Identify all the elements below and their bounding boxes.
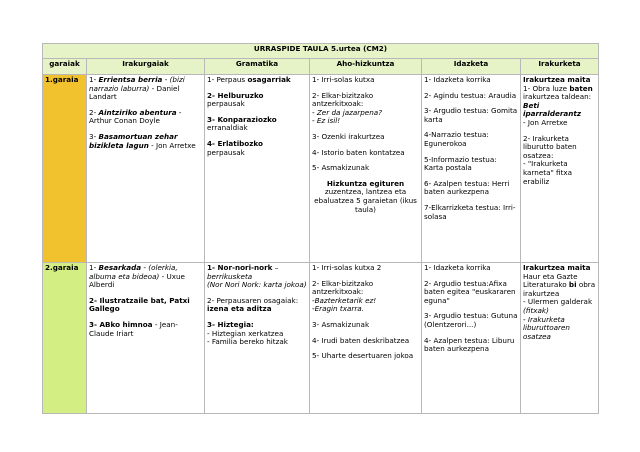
- header-irakurgaiak: Irakurgaiak: [87, 59, 205, 75]
- list-item: 2- Elkar-bizitzako antzerkitxoak: -Bazterketarik ez! -Eragin txarra.: [312, 278, 377, 314]
- list-item: 4- Irudi baten deskribatzea: [312, 335, 410, 345]
- list-item: 1- Idazketa korrika: [424, 263, 491, 272]
- list-item: 4- Azalpen testua: Liburu baten aurkezpena: [424, 335, 515, 354]
- list-item: 4- Istorio baten kontatzea: [312, 147, 405, 157]
- list-item: 1- Perpaus osagarriak: [207, 75, 291, 84]
- header-aho-hizkuntza: Aho-hizkuntza: [310, 59, 422, 75]
- period-cell: 2.garaia: [43, 263, 87, 414]
- list-item: 3- Hiztegia: - Hiztegian xerkatzea - Familia bereko hitzak: [207, 319, 288, 347]
- list-item: Haur eta Gazte Literaturako bi obra irakurtzea - Ulermen galderak (fitxak) - Irakurketa liburuttoaren osatzea: [523, 271, 596, 341]
- list-item: 3- Ozenki irakurtzea: [312, 131, 385, 141]
- list-item: 2- Aintziriko abentura - Arthur Conan Doyle: [89, 107, 182, 126]
- list-item: 3- Basamortuan zehar bizikleta lagun - Jon Arretxe: [89, 131, 196, 150]
- aho-hizkuntza-cell: [310, 263, 422, 414]
- list-item: 3- Konparaziozko erranaldiak: [207, 114, 277, 133]
- progression-table: [42, 43, 599, 414]
- header-irakurketa: Irakurketa: [521, 59, 599, 75]
- irakurgaiak-cell: [87, 263, 205, 414]
- list-item: 1- Errientsa berria - (bizi narrazio laburra) - Daniel Landart: [89, 75, 185, 102]
- list-item: 1- Irri-solas kutxa: [312, 75, 375, 84]
- idazketa-cell: [422, 75, 521, 263]
- table-title: URRASPIDE TAULA 5.urtea (CM2): [43, 44, 599, 59]
- list-item: 2- Helburuzko perpausak: [207, 90, 264, 109]
- list-item: 7-Elkarrizketa testua: Irri-solasa: [424, 202, 516, 221]
- table-row: [43, 75, 599, 263]
- list-item: 6- Azalpen testua: Herri baten aurkezpena: [424, 178, 510, 197]
- section-heading: Irakurtzea maita: [523, 75, 591, 84]
- irakurketa-cell: [521, 263, 599, 414]
- list-item: 2- Ilustratzaile bat, Patxi Gallego: [89, 295, 190, 314]
- idazketa-cell: [422, 263, 521, 414]
- irakurgaiak-cell: [87, 75, 205, 263]
- gramatika-cell: [205, 75, 310, 263]
- list-item: 1- Idazketa korrika: [424, 75, 491, 84]
- list-item: 3- Asmakizunak: [312, 319, 370, 329]
- list-item: 4-Narrazio testua: Egunerokoa: [424, 130, 489, 148]
- list-item: 5-Informazio testua: Karta postala: [424, 154, 497, 173]
- period-cell: 1.garaia: [43, 75, 87, 263]
- list-item: 2- Perpausaren osagaiak: izena eta aditza: [207, 295, 299, 314]
- aho-hizkuntza-cell: [310, 75, 422, 263]
- list-item: 4- Erlatibozko perpausak: [207, 138, 263, 157]
- gramatika-cell: [205, 263, 310, 414]
- header-garaiak: garaiak: [43, 59, 87, 75]
- irakurketa-cell: [521, 75, 599, 263]
- list-item: 3- ABko himnoa - Jean-Claude Iriart: [89, 319, 178, 338]
- list-item: 1- Obra luze baten irakurtzea taldean: Beti iparralderantz - Jon Arretxe: [523, 83, 593, 127]
- table-row: [43, 263, 599, 414]
- title-row: [43, 44, 599, 59]
- header-row: [43, 59, 599, 75]
- list-item: 3- Argudio testua: Gomita karta: [424, 106, 518, 124]
- list-item: 1- Besarkada - (olerkia, albuma eta bideoa) - Uxue Alberdi: [89, 263, 185, 290]
- list-item: 5- Uharte desertuaren jokoa: [312, 351, 414, 361]
- list-item: 2- Argudio testua:Afixa baten egitea "euskararen eguna": [424, 278, 516, 305]
- list-item: 5- Asmakizunak: [312, 163, 370, 173]
- assessment-note: Hizkuntza egituren zuzentzea, lantzea eta ebaluatzea 5 garaietan (ikus taula): [314, 178, 417, 214]
- list-item: 1- Irri-solas kutxa 2: [312, 263, 382, 272]
- list-item: 2- Irakurketa liburutto baten osatzea: - "Irakurketa karneta" fitxa erabiliz: [523, 133, 577, 186]
- list-item: 1- Nor-nori-nork – berrikusketa (Nor Nori Nork: karta jokoa): [207, 263, 307, 290]
- header-gramatika: Gramatika: [205, 59, 310, 75]
- header-idazketa: Idazketa: [422, 59, 521, 75]
- list-item: 2- Agindu testua: Araudia: [424, 90, 517, 100]
- list-item: 3- Argudio testua: Gutuna (Olentzerori...): [424, 311, 518, 329]
- section-heading: Irakurtzea maita: [523, 263, 591, 272]
- list-item: 2- Elkar-bizitzako antzerkitxoak: - Zer da jazarpena? - Ez isil!: [312, 90, 383, 126]
